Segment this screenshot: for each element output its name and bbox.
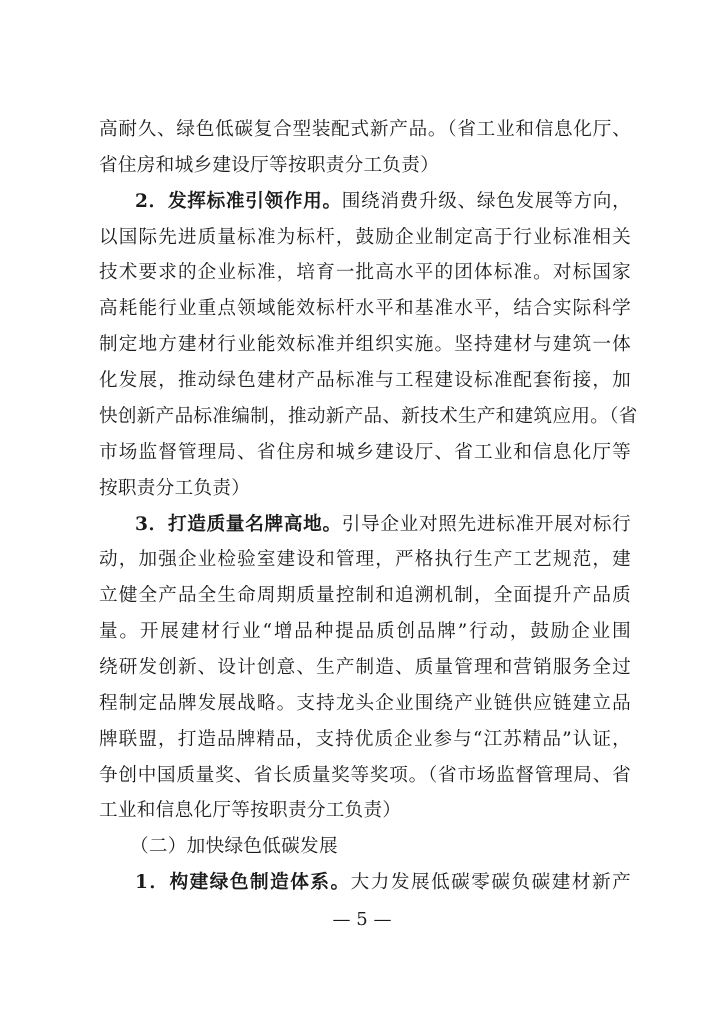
text-line: 绕研发创新、设计创意、生产制造、质量管理和营销服务全过 bbox=[99, 656, 631, 678]
section-heading: （二）加快绿色低碳发展 bbox=[130, 836, 338, 858]
text-line: 工业和信息化厅等按职责分工负责） bbox=[99, 800, 402, 822]
text-line: 以国际先进质量标准为标杆，鼓励企业制定高于行业标准相关 bbox=[99, 226, 631, 248]
page-number: — 5 — bbox=[332, 909, 392, 930]
text-line: 省住房和城乡建设厅等按职责分工负责） bbox=[99, 154, 440, 176]
text-line: 量。开展建材行业“增品种提品质创品牌”行动，鼓励企业围 bbox=[99, 621, 631, 643]
text-line: 按职责分工负责） bbox=[99, 477, 251, 499]
text-line: 技术要求的企业标准，培育一批高水平的团体标准。对标国家 bbox=[99, 262, 631, 284]
text-line: 制定地方建材行业能效标准并组织实施。坚持建材与建筑一体 bbox=[99, 334, 631, 356]
text-line: 动，加强企业检验室建设和管理，严格执行生产工艺规范，建 bbox=[99, 549, 631, 571]
text-line: 立健全产品全生命周期质量控制和追溯机制，全面提升产品质 bbox=[99, 585, 631, 607]
text-line: 程制定品牌发展战略。支持龙头企业围绕产业链供应链建立品 bbox=[99, 692, 631, 714]
paragraph-first-line bbox=[135, 184, 631, 220]
paragraph-first-line bbox=[135, 507, 631, 543]
text-line: 高耐久、绿色低碳复合型装配式新产品。（省工业和信息化厅、 bbox=[99, 119, 631, 140]
text-line: 牌联盟，打造品牌精品，支持优质企业参与“江苏精品”认证， bbox=[99, 728, 631, 750]
text-span: 大力发展低碳零碳负碳建材新产 bbox=[350, 872, 631, 894]
text-line: 争创中国质量奖、省长质量奖等奖项。（省市场监督管理局、省 bbox=[99, 764, 631, 786]
paragraph-first-line bbox=[135, 865, 631, 901]
text-line: 高耗能行业重点领域能效标杆水平和基准水平，结合实际科学 bbox=[99, 298, 631, 320]
text-span: 围绕消费升级、绿色发展等方向， bbox=[341, 190, 631, 212]
text-line: 化发展，推动绿色建材产品标准与工程建设标准配套衔接，加 bbox=[99, 370, 631, 392]
text-span: 引导企业对照先进标准开展对标行 bbox=[341, 513, 631, 535]
paragraph-heading: 3．打造质量名牌高地。 bbox=[135, 513, 342, 535]
text-line: 快创新产品标准编制，推动新产品、新技术生产和建筑应用。（省 bbox=[99, 405, 638, 427]
paragraph-heading: 2．发挥标准引领作用。 bbox=[135, 190, 342, 212]
text-line: 市场监督管理局、省住房和城乡建设厅、省工业和信息化厅等 bbox=[99, 441, 631, 463]
paragraph-heading: 1．构建绿色制造体系。 bbox=[135, 872, 351, 894]
